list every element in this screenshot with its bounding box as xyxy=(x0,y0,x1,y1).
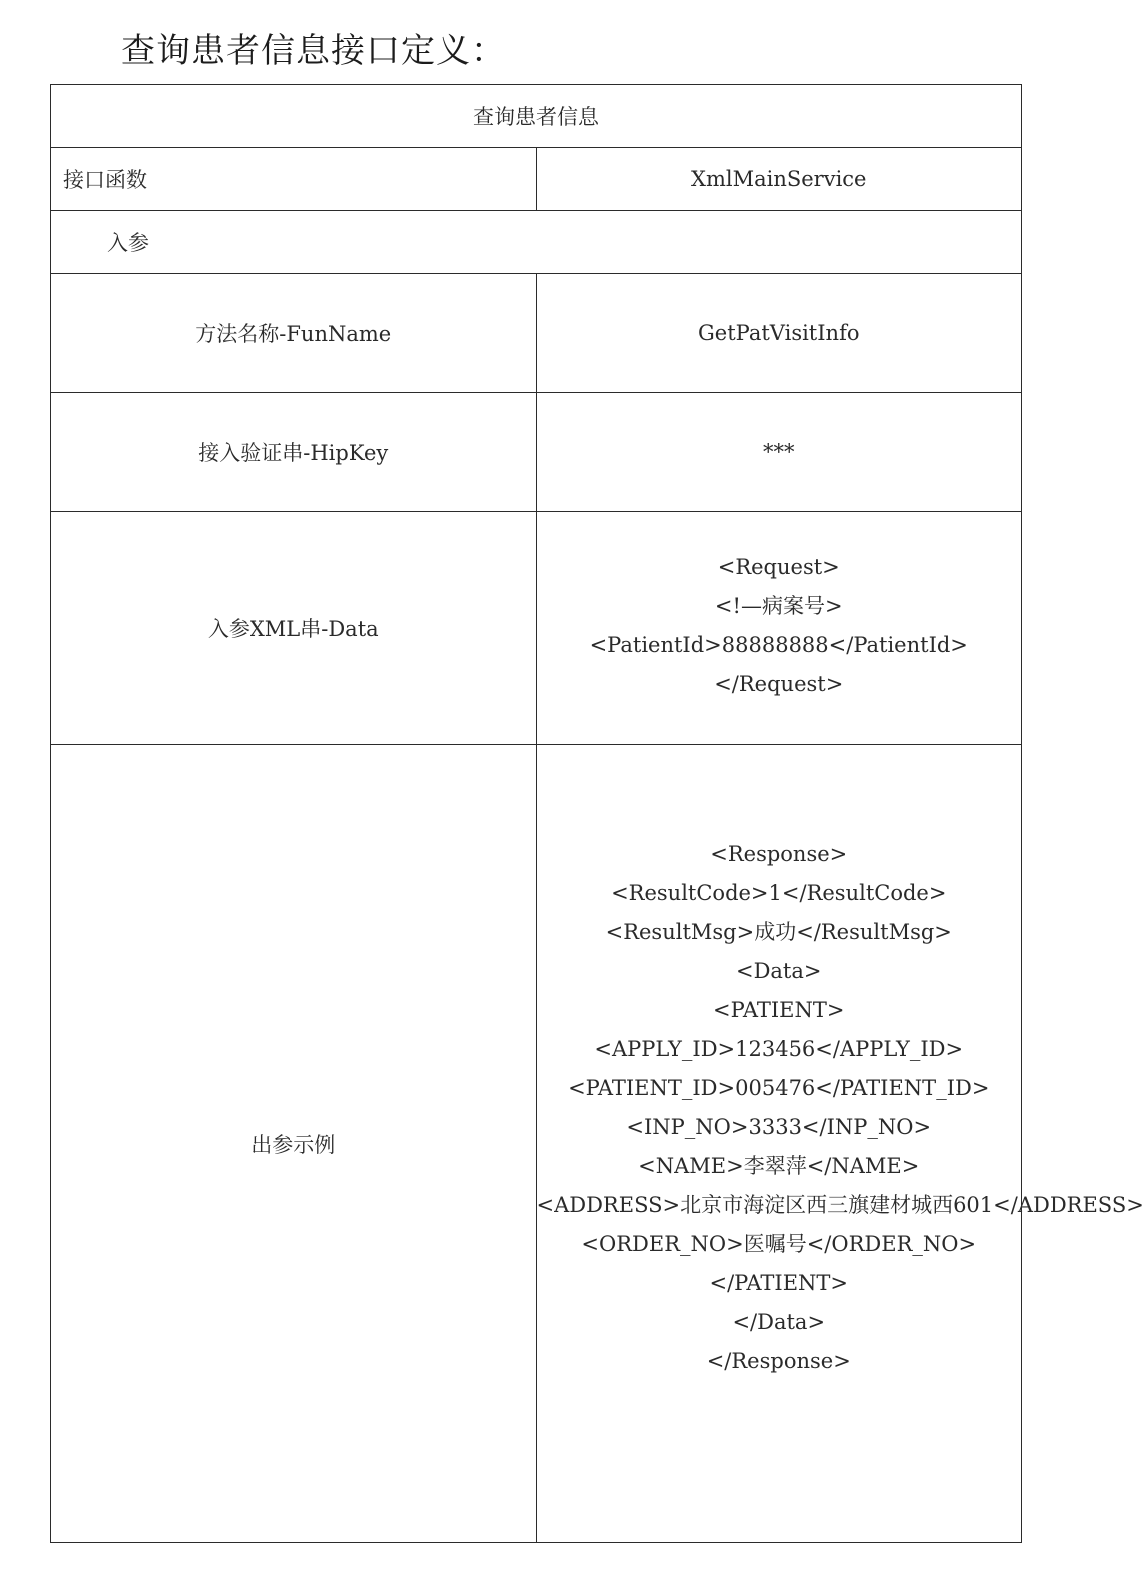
code-line: <PatientId>88888888</PatientId> xyxy=(589,633,968,657)
code-line: </Response> xyxy=(706,1348,851,1373)
method-name-row xyxy=(51,274,1022,393)
input-section-row xyxy=(51,211,1022,274)
input-xml-row xyxy=(51,512,1022,745)
code-line: </Data> xyxy=(732,1309,826,1334)
code-line: <APPLY_ID>123456</APPLY_ID> xyxy=(594,1036,964,1061)
table-title: 查询患者信息 xyxy=(51,85,1022,148)
output-example-row xyxy=(51,745,1022,1543)
interface-function-label: 接口函数 xyxy=(51,148,537,211)
code-line: <PATIENT> xyxy=(713,997,845,1022)
code-line: </PATIENT> xyxy=(709,1270,848,1295)
code-line: <NAME>李翠萍</NAME> xyxy=(638,1153,920,1178)
interface-function-value: XmlMainService xyxy=(536,148,1022,211)
code-line: <ADDRESS>北京市海淀区西三旗建材城西601</ADDRESS> xyxy=(536,1192,1144,1217)
code-line: <Data> xyxy=(735,958,822,983)
input-section-label: 入参 xyxy=(51,211,1022,274)
output-example-cell xyxy=(536,745,1144,1543)
hip-key-value: *** xyxy=(536,393,1022,512)
output-example-code xyxy=(536,835,1144,1381)
document-heading: 查询患者信息接口定义： xyxy=(121,31,506,71)
code-line: <ORDER_NO>医嘱号</ORDER_NO> xyxy=(581,1231,977,1256)
code-line: <Response> xyxy=(710,841,848,866)
code-line: </Request> xyxy=(714,672,844,696)
interface-function-row xyxy=(51,148,1022,211)
code-line: <!—病案号> xyxy=(714,594,843,618)
code-line: <ResultCode>1</ResultCode> xyxy=(611,880,947,905)
code-line: <PATIENT_ID>005476</PATIENT_ID> xyxy=(568,1075,990,1100)
input-xml-label: 入参XML串-Data xyxy=(51,512,537,745)
code-line: <Request> xyxy=(717,555,840,579)
interface-definition-table xyxy=(50,84,1144,1543)
output-example-label: 出参示例 xyxy=(51,745,537,1543)
input-xml-code xyxy=(537,548,1022,704)
input-xml-cell xyxy=(536,512,1022,745)
code-line: <ResultMsg>成功</ResultMsg> xyxy=(605,919,952,944)
hip-key-label: 接入验证串-HipKey xyxy=(51,393,537,512)
method-name-label: 方法名称-FunName xyxy=(51,274,537,393)
table-title-row xyxy=(51,85,1022,148)
code-line: <INP_NO>3333</INP_NO> xyxy=(626,1114,932,1139)
method-name-value: GetPatVisitInfo xyxy=(536,274,1022,393)
hip-key-row xyxy=(51,393,1022,512)
